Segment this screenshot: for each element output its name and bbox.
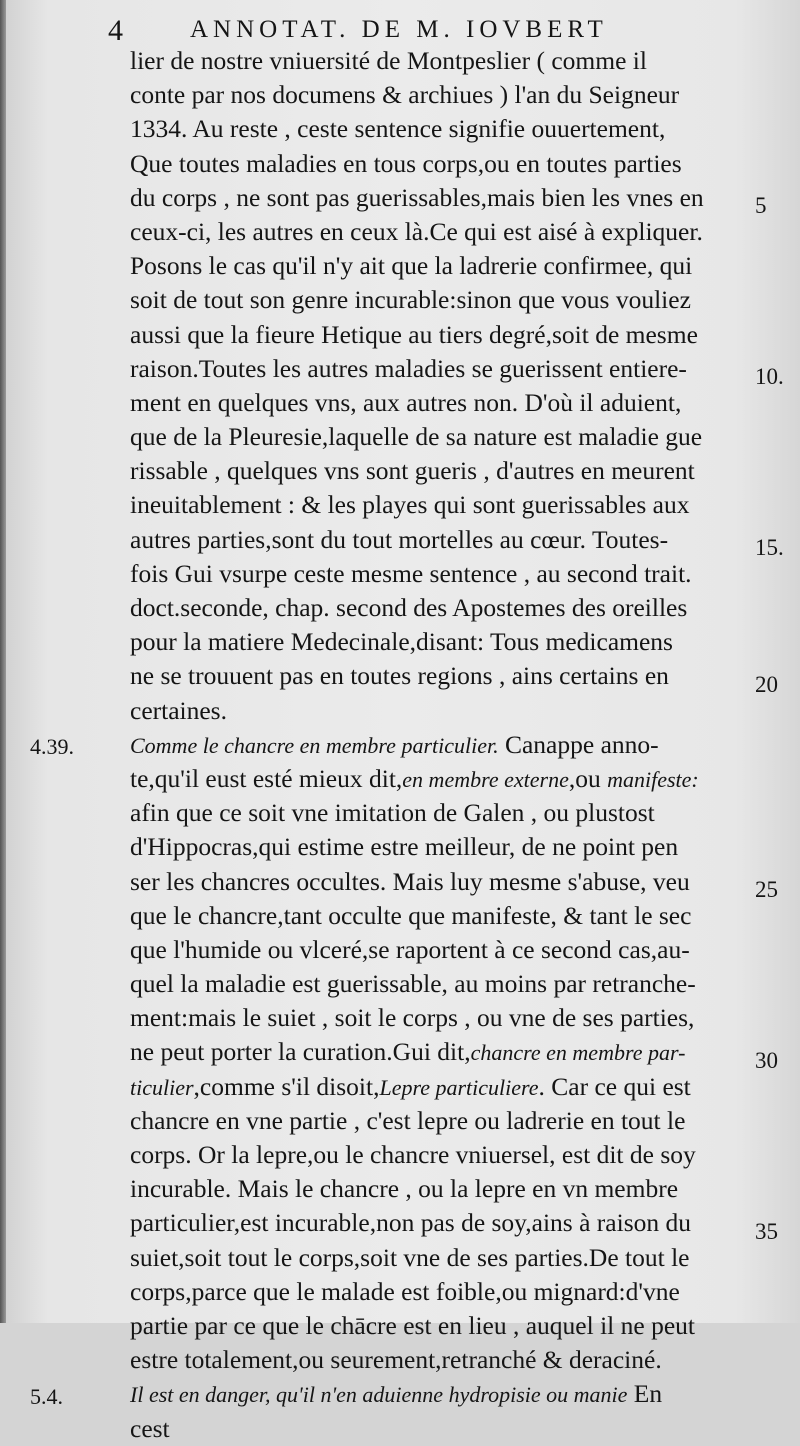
line-text: partie par ce que le chācre est en lieu , auquel il ne peut [130, 1310, 695, 1340]
text-line [130, 352, 765, 386]
text-line [130, 1138, 765, 1172]
text-line [130, 1377, 765, 1411]
text-line [130, 865, 765, 899]
text-line [130, 283, 765, 317]
text-line [130, 591, 765, 625]
line-text: incurable. Mais le chancre , ou la lepre en vn membre [130, 1174, 679, 1204]
text-line [130, 181, 765, 215]
line-text: que le chancre,tant occulte que manifeste, & tant le sec [130, 900, 692, 930]
text-line [130, 420, 765, 454]
text-line [130, 933, 765, 967]
line-text: quel la maladie est guerissable, au moins par retranche- [130, 969, 696, 999]
text-line [130, 1104, 765, 1138]
text-line [130, 454, 765, 488]
text-line [130, 1275, 765, 1309]
page-number: 4 [108, 14, 123, 47]
line-text: que l'humide ou vlceré,se raportent à ce second cas,au- [130, 934, 690, 964]
line-text: autres parties,sont du tout mortelles au cœur. Toutes- [130, 524, 669, 554]
lemma-text: manifeste: [607, 766, 699, 792]
line-text: ne se trouuent pas en toutes regions , ains certains en [130, 661, 669, 691]
line-text: certaines. [130, 695, 227, 725]
line-text: ment:mais le suiet , soit le corps , ou vne de ses parties, [130, 1003, 695, 1033]
text-line [130, 1035, 765, 1069]
lemma-text: Comme le chancre en membre particulier. [130, 732, 499, 758]
line-text: te,qu'il eust esté mieux dit, [130, 763, 403, 793]
text-line [130, 386, 765, 420]
line-text: lier de nostre vniuersité de Montpeslier ( comme il [130, 46, 647, 75]
line-text: ment en quelques vns, aux autres non. D'où il aduient, [130, 387, 682, 417]
line-text: suiet,soit tout le corps,soit vne de ses parties.De tout le [130, 1242, 690, 1272]
text-line [130, 1206, 765, 1240]
margin-reference: 5.4. [30, 1383, 63, 1409]
line-text: pour la matiere Medecinale,disant: Tous medicamens [130, 627, 673, 657]
line-number: 20 [755, 671, 778, 697]
text-body [130, 44, 765, 1446]
text-line [130, 1309, 765, 1343]
line-text: aussi que la fieure Hetique au tiers degré,soit de mesme [130, 319, 698, 349]
line-text: Canappe anno- [498, 729, 659, 759]
line-text: ceux-ci, les autres en ceux là.Ce qui est aisé à expliquer. [130, 216, 703, 246]
line-text: cest [130, 1413, 170, 1443]
line-text: Que toutes maladies en tous corps,ou en toutes parties [130, 148, 682, 178]
line-number: 25 [755, 876, 778, 902]
lemma-text: Il est en danger, qu'il n'en aduienne hydropisie ou manie [130, 1382, 628, 1408]
text-line [130, 1412, 765, 1446]
running-head: ANNOTAT. DE M. IOVBERT [190, 16, 608, 43]
line-text: corps,parce que le malade est foible,ou mignard:d'vne [130, 1276, 680, 1306]
line-text: particulier,est incurable,non pas de soy,ains à raison du [130, 1208, 691, 1238]
text-line [130, 830, 765, 864]
text-line [130, 1343, 765, 1377]
page-header [100, 12, 760, 46]
text-line [130, 557, 765, 591]
lemma-text: ticulier [130, 1074, 194, 1100]
text-line [130, 728, 765, 762]
line-text: ,comme s'il disoit, [193, 1071, 380, 1101]
text-line [130, 967, 765, 1001]
line-number: 15. [755, 534, 784, 560]
line-text: . Car ce qui est [538, 1071, 691, 1101]
line-text: estre totalement,ou seurement,retranché & deraciné. [130, 1345, 662, 1375]
text-line [130, 1172, 765, 1206]
text-line [130, 899, 765, 933]
line-text: soit de tout son genre incurable:sinon que vous vouliez [130, 285, 691, 315]
lemma-text: en membre externe [402, 766, 569, 792]
text-line [130, 249, 765, 283]
text-line [130, 1001, 765, 1035]
line-text: Posons le cas qu'il n'y ait que la ladrerie confirmee, qui [130, 251, 693, 281]
text-line [130, 1241, 765, 1275]
text-line [130, 1070, 765, 1104]
text-line [130, 762, 765, 796]
line-text: ne peut porter la curation.Gui dit, [130, 1037, 471, 1067]
text-line [130, 147, 765, 181]
line-text: du corps , ne sont pas guerissables,mais bien les vnes en [130, 182, 704, 212]
line-text: rissable , quelques vns sont gueris , d'autres en meurent [130, 456, 695, 486]
line-text: ,ou [568, 763, 608, 793]
line-text: raison.Toutes les autres maladies se guerissent entiere- [130, 353, 687, 383]
text-line [130, 523, 765, 557]
line-number: 35 [755, 1218, 778, 1244]
line-text: ineuitablement : & les playes qui sont guerissables aux [130, 490, 690, 520]
line-text: 1334. Au reste , ceste sentence signifie ouuertement, [130, 114, 666, 144]
margin-reference: 4.39. [30, 734, 74, 759]
lemma-text: chancre en membre par- [470, 1040, 686, 1066]
line-text: ser les chancres occultes. Mais luy mesme s'abuse, veu [130, 866, 690, 896]
line-text: En [627, 1379, 663, 1409]
line-text: corps. Or la lepre,ou le chancre vniuersel, est dit de soy [130, 1140, 696, 1169]
line-number: 10. [755, 363, 784, 389]
line-text: doct.seconde, chap. second des Apostemes des oreilles [130, 593, 688, 622]
text-line [130, 694, 765, 728]
line-text: d'Hippocras,qui estime estre meilleur, de ne point pen [130, 832, 679, 862]
text-line [130, 488, 765, 522]
text-line [130, 659, 765, 693]
lemma-text: Lepre particuliere [379, 1074, 539, 1100]
line-number: 5 [755, 192, 767, 218]
text-line [130, 318, 765, 352]
text-line [130, 44, 765, 78]
text-line [130, 78, 765, 112]
line-text: chancre en vne partie , c'est lepre ou ladrerie en tout le [130, 1105, 686, 1135]
text-line [130, 625, 765, 659]
text-line [130, 215, 765, 249]
text-line [130, 112, 765, 146]
line-text: afin que ce soit vne imitation de Galen , ou plustost [130, 798, 655, 828]
text-line [130, 796, 765, 830]
line-number: 30 [755, 1047, 778, 1073]
line-text: que de la Pleuresie,laquelle de sa nature est maladie gue [130, 422, 703, 452]
line-text: conte par nos documens & archiues ) l'an du Seigneur [130, 80, 680, 110]
line-text: fois Gui vsurpe ceste mesme sentence , au second trait. [130, 558, 692, 588]
